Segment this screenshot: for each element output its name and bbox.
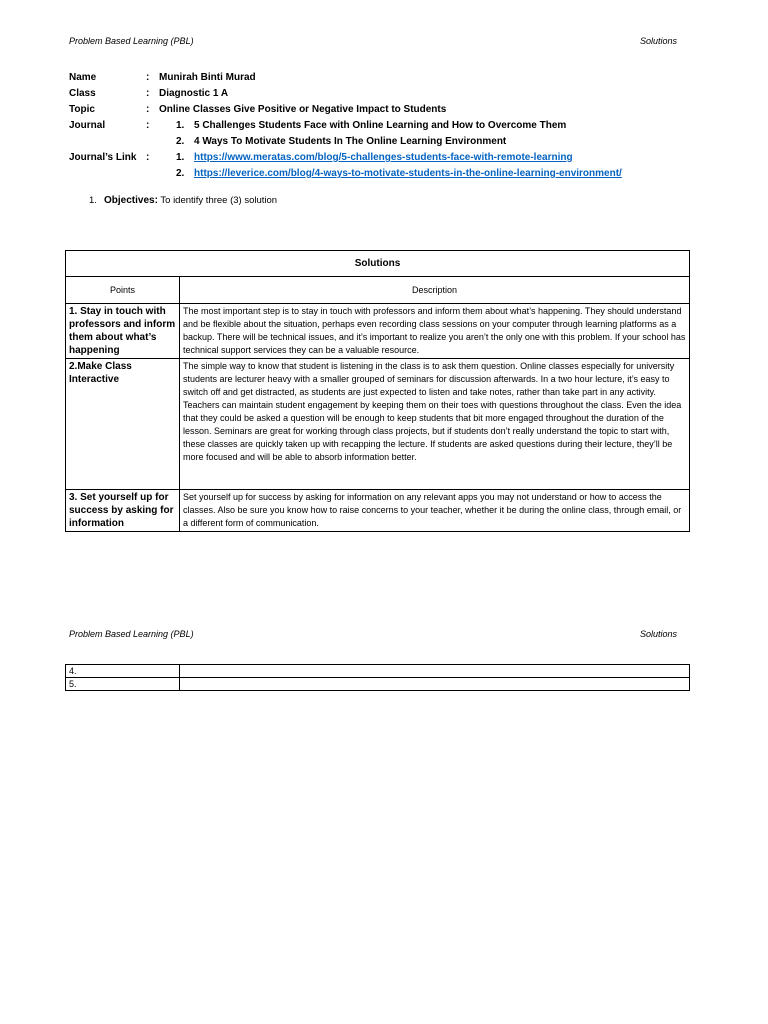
table-row bbox=[66, 359, 690, 490]
info-colon: : bbox=[146, 152, 150, 163]
info-label: Class bbox=[69, 88, 96, 99]
point-cell: 4. bbox=[66, 665, 180, 678]
column-header-description: Description bbox=[180, 277, 690, 304]
info-value: Online Classes Give Positive or Negative Impact to Students bbox=[159, 104, 447, 115]
link-number: 1. bbox=[176, 152, 185, 163]
info-colon: : bbox=[146, 104, 150, 115]
info-colon: : bbox=[146, 120, 150, 131]
description-cell: The simple way to know that student is listening in the class is to ask them question. Online classes especially for university students are lecturer heavy with a smaller grouped of seminars for discussion afterwards. In a two hour lecture, it’s easy to switch off and get distracted, as students are just expected to listen and take notes, rather than take part in any activity. Teachers can maintain student engagement by keeping them on their toes with questions throughout the class. Even the idea that they could be asked a question will be enough to keep students that bit more engaged throughout the duration of the lesson. Seminars are great for working through class projects, but if students don’t really understand the topic to start with, these classes are quickly taken up with recapping the lecture. If students are asked questions during their lecture, they’ll be more focused and will be able to absorb information better. bbox=[180, 359, 690, 490]
point-cell: 3. Set yourself up for success by asking for information bbox=[66, 490, 180, 532]
objective-line bbox=[89, 195, 277, 206]
journal-link-1[interactable]: https://www.meratas.com/blog/5-challenges-students-face-with-remote-learning bbox=[194, 152, 573, 163]
info-colon: : bbox=[146, 72, 150, 83]
point-cell: 1. Stay in touch with professors and inform them about what’s happening bbox=[66, 304, 180, 359]
journal-title: 5 Challenges Students Face with Online Learning and How to Overcome Them bbox=[194, 120, 567, 131]
table-row bbox=[66, 304, 690, 359]
journal-number: 2. bbox=[176, 136, 185, 147]
table-header-row bbox=[66, 277, 690, 304]
info-label: Topic bbox=[69, 104, 95, 115]
description-cell bbox=[180, 678, 690, 691]
table-title: Solutions bbox=[66, 251, 690, 277]
page2-header-right: Solutions bbox=[639, 629, 677, 639]
info-label: Journal’s Link bbox=[69, 152, 137, 163]
journal-link-2[interactable]: https://leverice.com/blog/4-ways-to-motivate-students-in-the-online-learning-environment/ bbox=[194, 168, 622, 179]
point-cell: 2.Make Class Interactive bbox=[66, 359, 180, 490]
point-cell: 5. bbox=[66, 678, 180, 691]
info-colon: : bbox=[146, 88, 150, 99]
page-header-right: Solutions bbox=[639, 36, 677, 46]
page-header-left: Problem Based Learning (PBL) bbox=[69, 36, 194, 46]
table-title-row bbox=[66, 251, 690, 277]
objective-text: To identify three (3) solution bbox=[157, 195, 278, 206]
page2-header-left: Problem Based Learning (PBL) bbox=[69, 629, 194, 639]
objective-number: 1. bbox=[89, 195, 97, 206]
description-cell: Set yourself up for success by asking for information on any relevant apps you may not understand or how to access the classes. Also be sure you know how to raise concerns to your teacher, whether it be during the online class, through email, or a different form of communication. bbox=[180, 490, 690, 532]
link-number: 2. bbox=[176, 168, 185, 179]
solutions-table bbox=[65, 250, 690, 532]
info-value: Munirah Binti Murad bbox=[159, 72, 256, 83]
info-value: Diagnostic 1 A bbox=[159, 88, 229, 99]
table-row bbox=[66, 665, 690, 678]
table-row bbox=[66, 678, 690, 691]
table-row bbox=[66, 490, 690, 532]
info-label: Name bbox=[69, 72, 97, 83]
journal-title: 4 Ways To Motivate Students In The Online Learning Environment bbox=[194, 136, 507, 147]
objective-label: Objectives: bbox=[104, 195, 158, 206]
description-cell bbox=[180, 665, 690, 678]
description-cell: The most important step is to stay in touch with professors and inform them about what’s happening. They should understand and be flexible about the situation, perhaps even recording class sessions on your computer through learning platforms as a backup. There will be technical issues, and it’s important to realize you aren’t the only one with this problem. If your school has technical support services they can be a valuable resource. bbox=[180, 304, 690, 359]
column-header-points: Points bbox=[66, 277, 180, 304]
info-label: Journal bbox=[69, 120, 106, 131]
solutions-table-continued bbox=[65, 664, 690, 691]
journal-number: 1. bbox=[176, 120, 185, 131]
